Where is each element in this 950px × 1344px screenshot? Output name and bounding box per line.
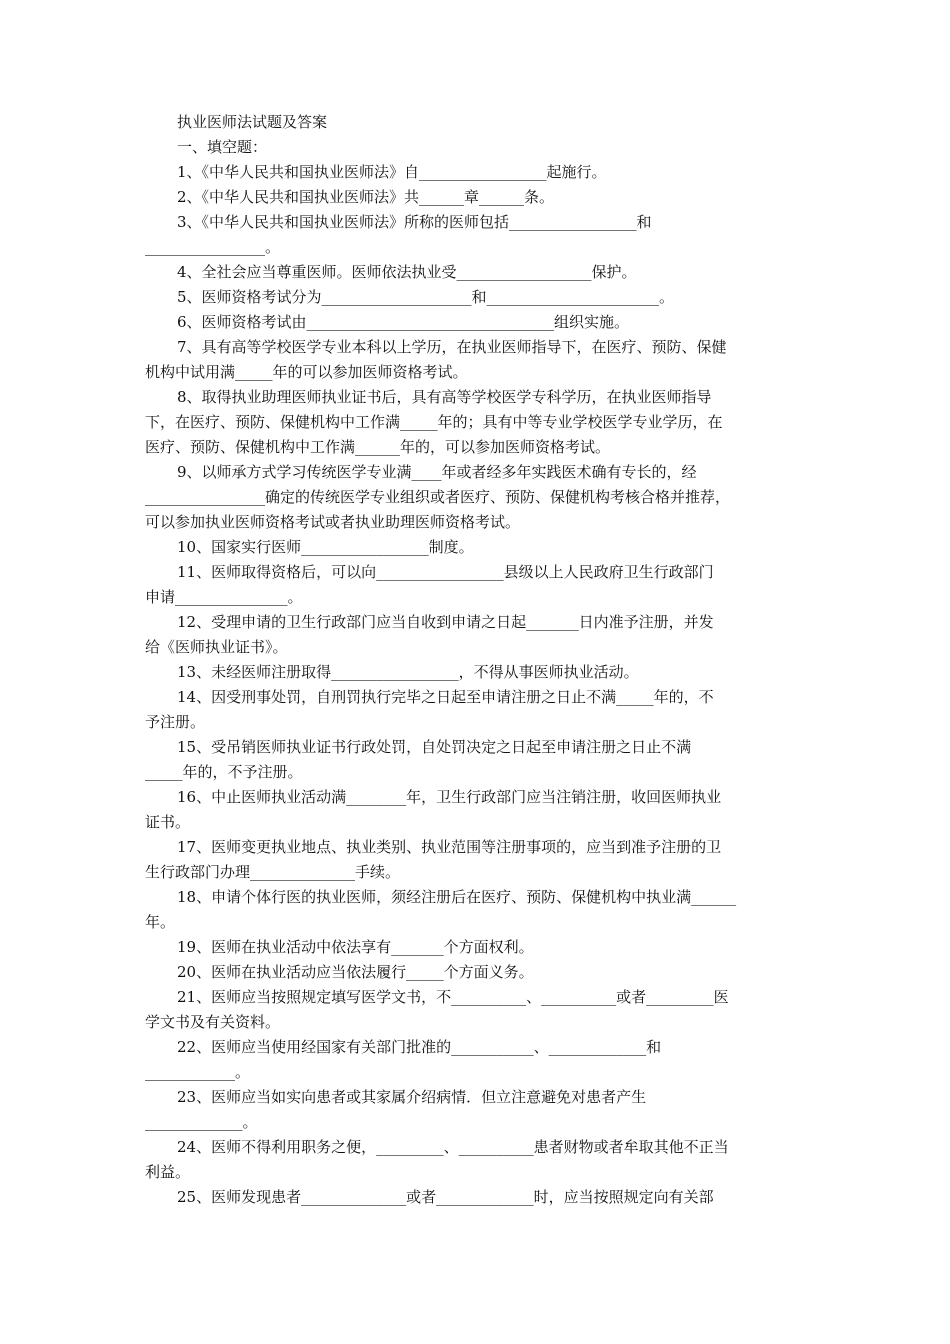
- question-list: [145, 160, 807, 1210]
- question-line: 11、医师取得资格后，可以向_________________县级以上人民政府卫生行政部门: [177, 563, 714, 581]
- question-line: 下，在医疗、预防、保健机构中工作满_____年的；具有中等专业学校医学专业学历，在: [145, 413, 723, 431]
- question-line: 20、医师在执业活动应当依法履行_____个方面义务。: [177, 963, 534, 981]
- question-line: 予注册。: [145, 713, 206, 731]
- question-line: 可以参加执业医师资格考试或者执业助理医师资格考试。: [145, 513, 521, 531]
- question-line: 23、医师应当如实向患者或其家属介绍病情．但立注意避免对患者产生: [177, 1088, 647, 1106]
- question-line: 12、受理申请的卫生行政部门应当自收到申请之日起_______日内准予注册，并发: [177, 613, 714, 631]
- question-line: 3、《中华人民共和国执业医师法》所称的医师包括_________________和: [177, 213, 652, 231]
- question-line: 7、具有高等学校医学专业本科以上学历，在执业医师指导下，在医疗、预防、保健: [177, 338, 727, 356]
- question-line: 19、医师在执业活动中依法享有_______个方面权利。: [177, 938, 534, 956]
- question-line: 生行政部门办理______________手续。: [145, 863, 401, 881]
- question-line: _____________。: [145, 1113, 258, 1131]
- question-line: 给《医师执业证书》。: [145, 638, 288, 656]
- question-line: 10、国家实行医师_________________制度。: [177, 538, 474, 556]
- question-line: 15、受吊销医师执业证书行政处罚，自处罚决定之日起至申请注册之日止不满: [177, 738, 692, 756]
- question-line: 医疗、预防、保健机构中工作满______年的，可以参加医师资格考试。: [145, 438, 611, 456]
- question-line: 17、医师变更执业地点、执业类别、执业范围等注册事项的，应当到准予注册的卫: [177, 838, 722, 856]
- question-line: 13、未经医师注册取得_________________，不得从事医师执业活动。: [177, 663, 639, 681]
- question-line: ____________。: [145, 1063, 251, 1081]
- question-line: 4、全社会应当尊重医师。医师依法执业受__________________保护。: [177, 263, 637, 281]
- question-line: 证书。: [145, 813, 191, 831]
- question-line: 14、因受刑事处罚，自刑罚执行完毕之日起至申请注册之日止不满_____年的，不: [177, 688, 714, 706]
- question-line: 5、医师资格考试分为____________________和_______________________。: [177, 288, 675, 306]
- question-line: ________________确定的传统医学专业组织或者医疗、预防、保健机构考核合格并推荐，: [145, 488, 731, 506]
- question-line: 申请_______________。: [145, 588, 303, 606]
- question-line: 18、申请个体行医的执业医师，须经注册后在医疗、预防、保健机构中执业满______: [177, 888, 737, 906]
- question-line: _____年的，不予注册。: [145, 763, 303, 781]
- question-line: 16、中止医师执业活动满________年，卫生行政部门应当注销注册，收回医师执业: [177, 788, 722, 806]
- question-line: 利益。: [145, 1163, 191, 1181]
- document-body: [145, 110, 807, 1210]
- question-line: 6、医师资格考试由_________________________________组织实施。: [177, 313, 630, 331]
- question-line: 1、《中华人民共和国执业医师法》自_________________起施行。: [177, 163, 607, 181]
- question-line: 学文书及有关资料。: [145, 1013, 281, 1031]
- question-line: 22、医师应当使用经国家有关部门批准的___________、_____________和: [177, 1038, 662, 1056]
- question-line: 21、医师应当按照规定填写医学文书，不__________、__________或者_________医: [177, 988, 729, 1006]
- question-line: 8、取得执业助理医师执业证书后，具有高等学校医学专科学历，在执业医师指导: [177, 388, 712, 406]
- question-line: 年。: [145, 913, 176, 931]
- question-line: 24、医师不得利用职务之便，_________、__________患者财物或者牟取其他不正当: [177, 1138, 729, 1156]
- question-line: 9、以师承方式学习传统医学专业满____年或者经多年实践医术确有专长的，经: [177, 463, 697, 481]
- document-title: 执业医师法试题及答案: [177, 113, 328, 131]
- question-line: 机构中试用满_____年的可以参加医师资格考试。: [145, 363, 468, 381]
- question-line: 2、《中华人民共和国执业医师法》共______章______条。: [177, 188, 555, 206]
- question-line: 25、医师发现患者______________或者_____________时，应当按照规定向有关部: [177, 1188, 714, 1206]
- question-line: ________________。: [145, 238, 281, 256]
- section-heading: 一、填空题：: [177, 138, 268, 156]
